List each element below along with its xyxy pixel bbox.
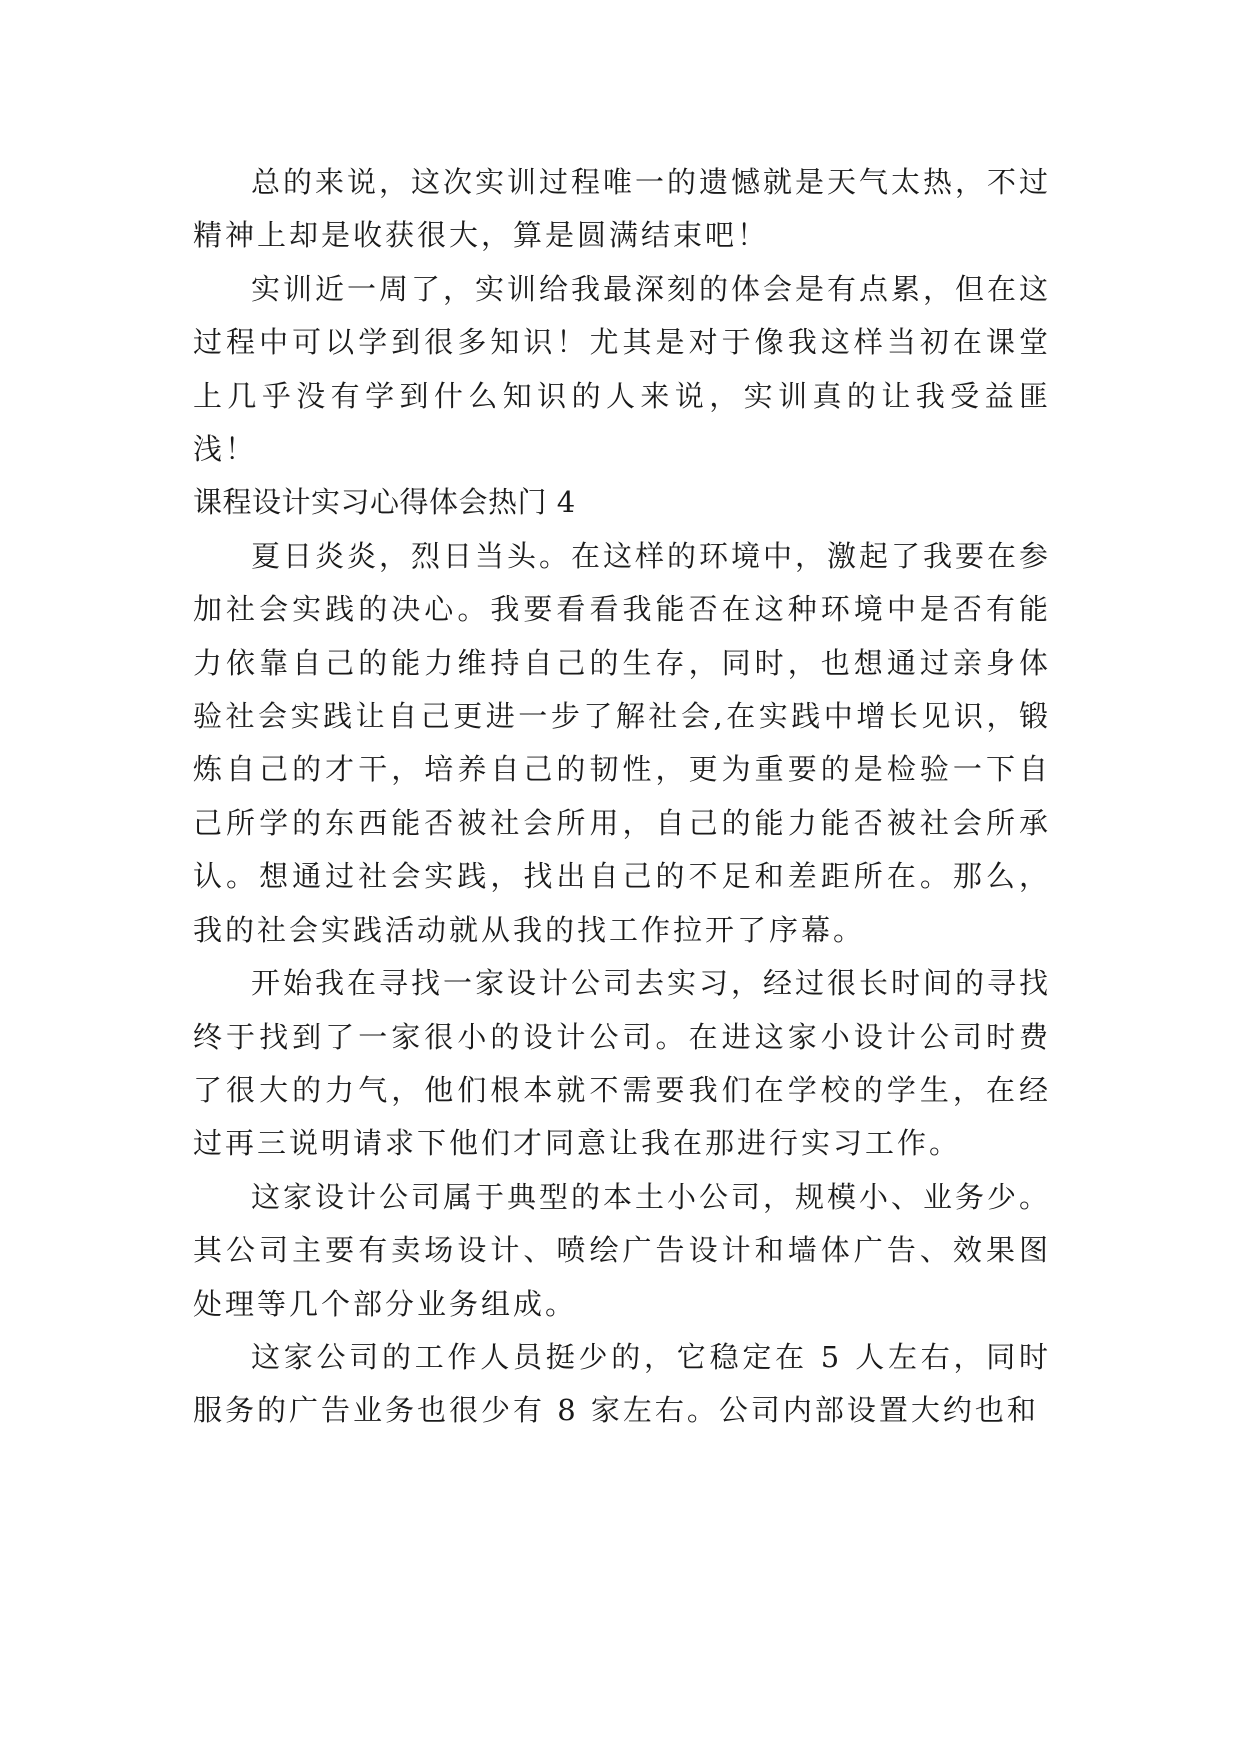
paragraph: 实训近一周了，实训给我最深刻的体会是有点累，但在这过程中可以学到很多知识！尤其是对于像我这样当初在课堂上几乎没有学到什么知识的人来说，实训真的让我受益匪浅！: [193, 271, 1052, 467]
paragraph: 夏日炎炎，烈日当头。在这样的环境中，激起了我要在参加社会实践的决心。我要看看我能否在这种环境中是否有能力依靠自己的能力维持自己的生存，同时，也想通过亲身体验社会实践让自己更进一步了解社会,在实践中增长见识，锻炼自己的才干，培养自己的韧性，更为重要的是检验一下自己所学的东西能否被社会所用，自己的能力能否被社会所承认。想通过社会实践，找出自己的不足和差距所在。那么，我的社会实践活动就从我的找工作拉开了序幕。: [193, 538, 1052, 947]
paragraph: 这家设计公司属于典型的本土小公司，规模小、业务少。其公司主要有卖场设计、喷绘广告设计和墙体广告、效果图处理等几个部分业务组成。: [193, 1179, 1052, 1321]
paragraph: 开始我在寻找一家设计公司去实习，经过很长时间的寻找终于找到了一家很小的设计公司。在进这家小设计公司时费了很大的力气，他们根本就不需要我们在学校的学生，在经过再三说明请求下他们才同意让我在那进行实习工作。: [193, 966, 1052, 1161]
document-body: [193, 156, 1051, 1438]
paragraph: 这家公司的工作人员挺少的，它稳定在 5 人左右，同时服务的广告业务也很少有 8 家左右。公司内部设置大约也和: [193, 1339, 1051, 1428]
section-heading: 课程设计实习心得体会热门 4: [193, 485, 576, 520]
paragraph: 总的来说，这次实训过程唯一的遗憾就是天气太热，不过精神上却是收获很大，算是圆满结束吧！: [193, 165, 1052, 253]
